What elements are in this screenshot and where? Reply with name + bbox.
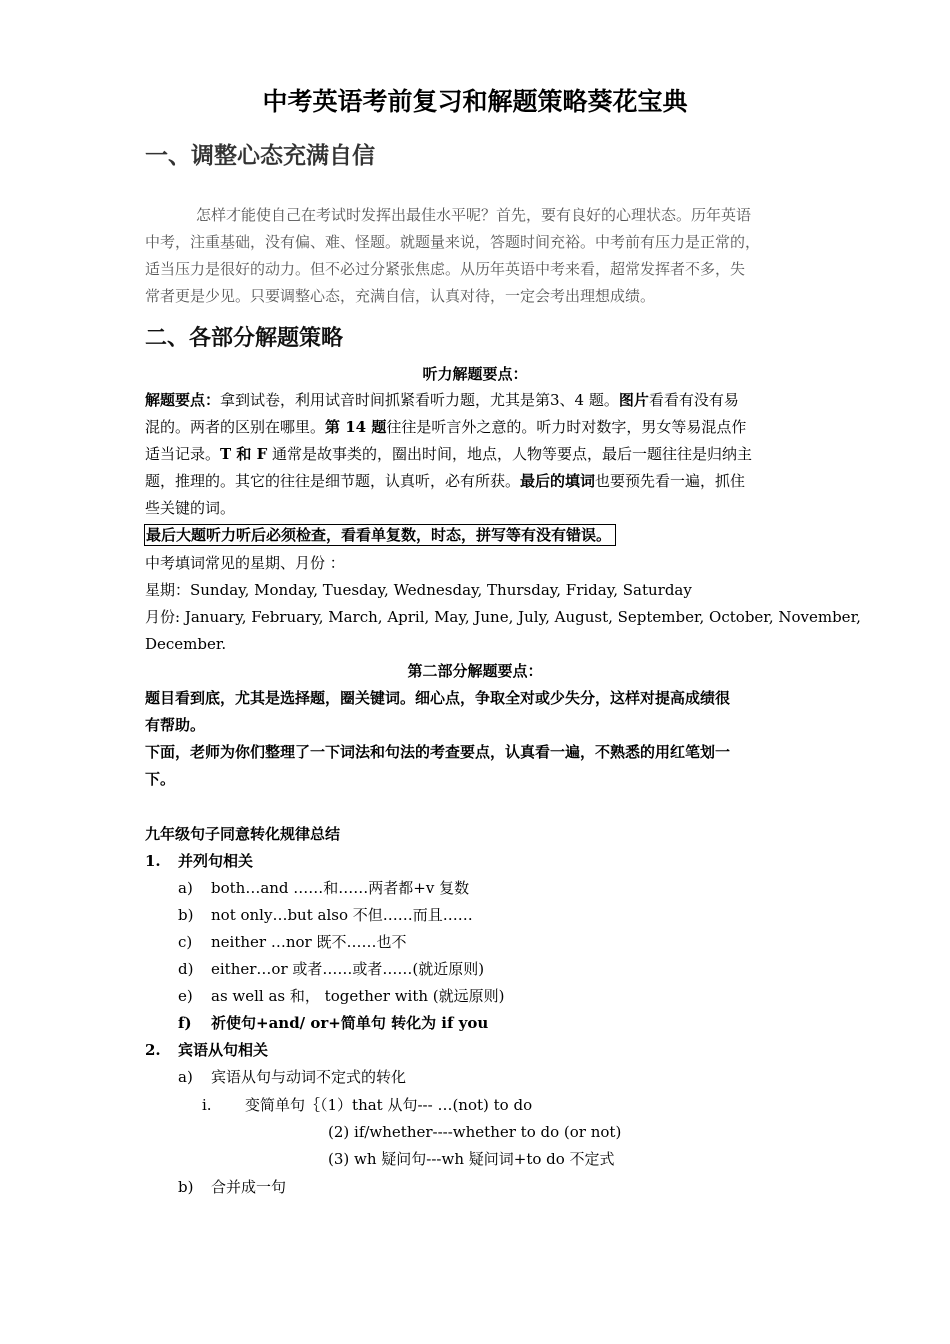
list-number: 1. xyxy=(145,852,161,870)
list-label: 宾语从句相关 xyxy=(178,1041,269,1059)
list-number: 2. xyxy=(145,1041,161,1059)
sub-text: not only…but also 不但……而且…… xyxy=(211,906,473,924)
months-line: 月份: January, February, March, April, May, June, July, August, September, October, November, xyxy=(145,608,861,626)
sub-text: neither …nor 既不……也不 xyxy=(211,933,407,951)
sub-text: 合并成一句 xyxy=(211,1178,287,1196)
roman-continuation: (2) if/whether----whether to do (or not) xyxy=(328,1123,622,1141)
sub-text: 宾语从句与动词不定式的转化 xyxy=(211,1068,407,1086)
sub-letter: a) xyxy=(178,879,193,897)
summary-title: 九年级句子同意转化规律总结 xyxy=(145,825,341,843)
sub-letter: e) xyxy=(178,987,193,1005)
listening-text: 混的。两者的区别在哪里。 xyxy=(145,418,326,436)
listening-line xyxy=(145,390,739,410)
section1-paragraph-line: 适当压力是很好的动力。但不必过分紧张焦虑。从历年英语中考来看，超常发挥者不多，失 xyxy=(145,260,746,278)
section2-heading: 二、各部分解题策略 xyxy=(145,325,344,351)
listening-text: 些关键的词。 xyxy=(145,499,236,517)
listening-title: 听力解题要点： xyxy=(422,365,528,383)
list-label: 并列句相关 xyxy=(178,852,254,870)
listening-text: 通常是故事类的，圈出时间，地点，人物等要点，最后一题往往是归纳主 xyxy=(267,445,753,463)
roman-number: i. xyxy=(202,1096,212,1114)
listening-line xyxy=(145,471,745,491)
listening-text: 也要预先看一遍，抓住 xyxy=(595,472,746,490)
fill-intro: 中考填词常见的星期、月份 ： xyxy=(145,554,345,572)
listening-line xyxy=(145,498,235,518)
listening-keyword: 第 14 题 xyxy=(325,418,387,436)
listening-line xyxy=(145,417,746,437)
sub-text: either…or 或者……或者……(就近原则) xyxy=(211,960,485,978)
part2-title: 第二部分解题要点： xyxy=(407,662,543,680)
part2-line: 有帮助。 xyxy=(145,716,206,734)
document-title: 中考英语考前复习和解题策略葵花宝典 xyxy=(262,87,688,116)
sub-letter: c) xyxy=(178,933,193,951)
sub-text: both…and ……和……两者都+v 复数 xyxy=(211,879,470,897)
listening-text: 适当记录。 xyxy=(145,445,221,463)
sub-letter: a) xyxy=(178,1068,193,1086)
months-line: December. xyxy=(145,635,227,653)
listening-keyword: 图片 xyxy=(618,391,649,409)
sub-letter: b) xyxy=(178,906,194,924)
section1-paragraph-line: 常者更是少见。只要调整心态，充满自信，认真对待，一定会考出理想成绩。 xyxy=(145,287,656,305)
sub-text: as well as 和， together with (就远原则) xyxy=(211,987,505,1005)
listening-keyword: 最后的填词 xyxy=(520,472,596,490)
weekdays-line: 星期：Sunday, Monday, Tuesday, Wednesday, Thursday, Friday, Saturday xyxy=(145,581,692,599)
part2-line: 下面，老师为你们整理了一下词法和句法的考查要点，认真看一遍，不熟悉的用红笔划一 xyxy=(145,743,731,761)
section1-heading: 一、调整心态充满自信 xyxy=(145,142,375,169)
section1-paragraph-line: 中考，注重基础，没有偏、难、怪题。就题量来说，答题时间充裕。中考前有压力是正常的， xyxy=(145,233,761,251)
sub-letter: d) xyxy=(178,960,194,978)
part2-line: 下。 xyxy=(145,770,176,788)
listening-keyword: 解题要点： xyxy=(145,391,221,409)
listening-text: 看看有没有易 xyxy=(648,391,739,409)
section1-paragraph-line: 怎样才能使自己在考试时发挥出最佳水平呢？首先，要有良好的心理状态。历年英语 xyxy=(196,206,752,224)
part2-line: 题目看到底，尤其是选择题，圈关键词。细心点，争取全对或少失分，这样对提高成绩很 xyxy=(145,689,731,707)
listening-text: 往往是听言外之意的。听力时对数字，男女等易混点作 xyxy=(386,418,747,436)
listening-line xyxy=(145,444,752,464)
roman-text: 变简单句｛（1）that 从句--- …(not) to do xyxy=(245,1096,533,1114)
sub-letter: f) xyxy=(178,1014,192,1032)
roman-continuation: (3) wh 疑问句---wh 疑问词+to do 不定式 xyxy=(328,1150,615,1168)
listening-text: 拿到试卷，利用试音时间抓紧看听力题，尤其是第3、4 题。 xyxy=(220,391,619,409)
listening-keyword: T 和 F xyxy=(220,445,268,463)
sub-letter: b) xyxy=(178,1178,194,1196)
sub-text: 祈使句+and/ or+简单句 转化为 if you xyxy=(211,1014,489,1032)
listening-text: 题，推理的。其它的往往是细节题，认真听，必有所获。 xyxy=(145,472,521,490)
boxed-note: 最后大题听力听后必须检查，看看单复数，时态，拼写等有没有错误。 xyxy=(144,524,616,546)
